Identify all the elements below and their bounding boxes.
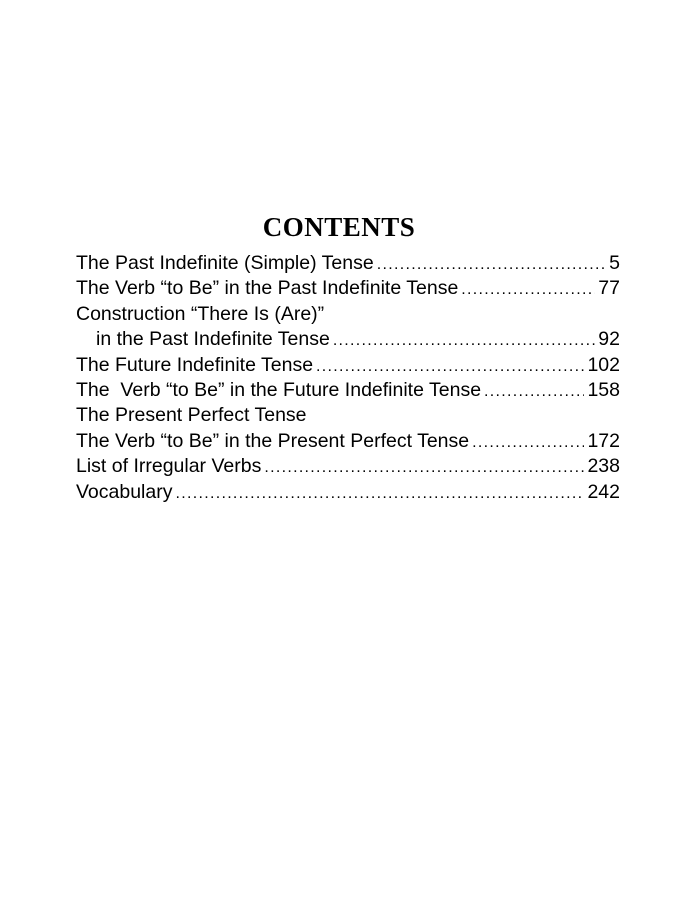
contents-heading: CONTENTS <box>262 212 416 242</box>
toc-entry <box>76 378 620 403</box>
toc-entry-title: Construction “There Is (Are)” <box>76 302 325 325</box>
toc-entry-title: The Verb “to Be” in the Past Indefinite Tense <box>76 277 459 300</box>
dot-leader <box>484 379 584 404</box>
toc-entry <box>76 429 620 454</box>
toc-entry <box>76 302 620 327</box>
toc-entry-title: The Present Perfect Tense <box>76 404 307 427</box>
toc-entry-title: in the Past Indefinite Tense <box>96 328 330 351</box>
dot-leader <box>333 328 595 353</box>
toc-entry <box>76 480 620 505</box>
toc-entry-page: 242 <box>587 480 620 503</box>
toc-entry-title: The Past Indefinite (Simple) Tense <box>76 252 374 274</box>
toc-entry-page: 158 <box>587 378 620 401</box>
table-of-contents <box>76 251 620 505</box>
toc-entry-page: 238 <box>587 455 620 478</box>
dot-leader <box>472 430 584 455</box>
dot-leader <box>461 277 595 302</box>
toc-entry-page: 92 <box>598 328 620 351</box>
toc-entry <box>76 251 620 276</box>
dot-leader <box>377 252 606 277</box>
toc-entry-page: 77 <box>598 277 620 300</box>
toc-entry-page: 102 <box>587 353 620 376</box>
toc-entry <box>76 454 620 479</box>
toc-entry <box>76 403 620 428</box>
toc-entry <box>76 353 620 378</box>
toc-entry-page: 5 <box>609 252 620 274</box>
dot-leader <box>264 455 584 480</box>
toc-entry <box>76 276 620 301</box>
toc-entry-title: The Verb “to Be” in the Present Perfect Tense <box>76 429 470 452</box>
toc-entry-title: Vocabulary <box>76 480 173 503</box>
toc-entry-page: 172 <box>587 429 620 452</box>
toc-entry-title: The Verb “to Be” in the Future Indefinite Tense <box>76 378 482 401</box>
toc-entry-title: List of Irregular Verbs <box>76 455 262 478</box>
toc-entry-title: The Future Indefinite Tense <box>76 353 314 376</box>
dot-leader <box>316 354 584 379</box>
dot-leader <box>175 481 584 506</box>
toc-entry <box>76 327 620 352</box>
